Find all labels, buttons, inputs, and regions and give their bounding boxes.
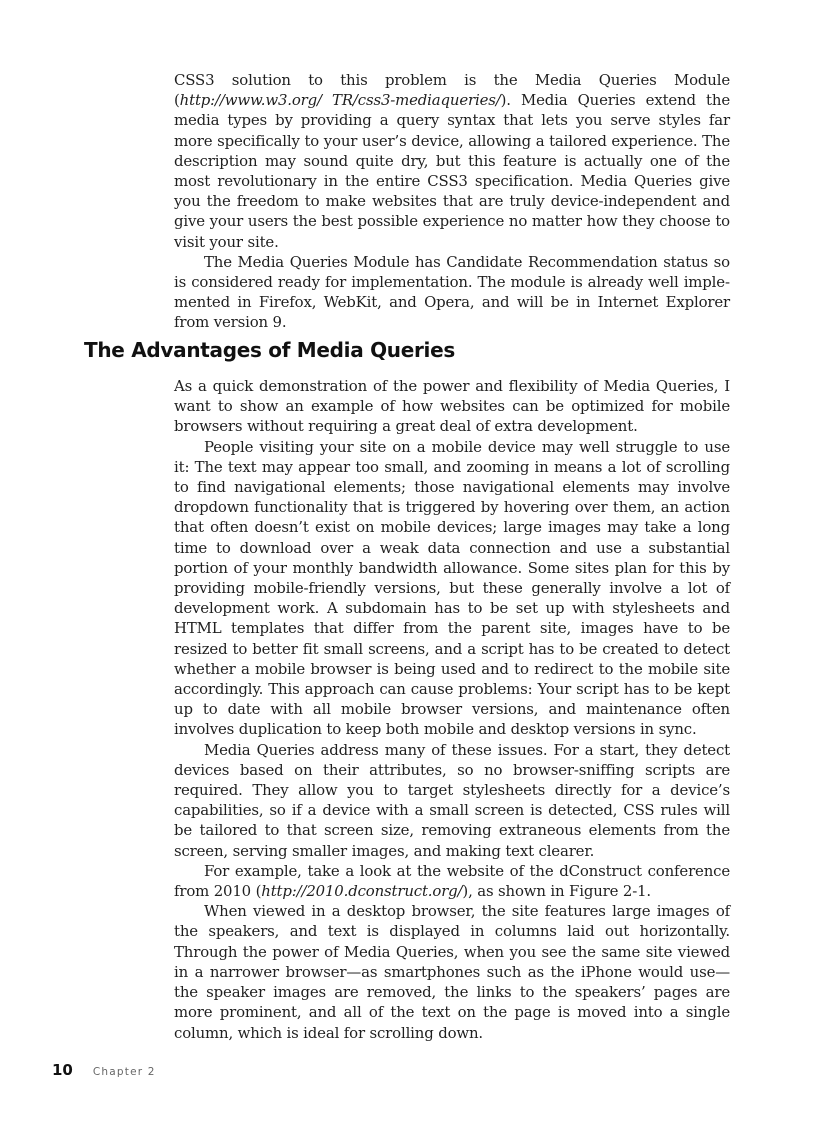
intro-paragraph-2: The Media Queries Module has Candidate Recommendation status so is considered ready for implementation. The module is already well implemented in Firefox, WebKit, and Opera, and will be in Internet Explorer from version 9. xyxy=(174,252,730,332)
section-paragraph-4-text-before: For example, take a look at the website of the dConstruct conference from 2010 ( xyxy=(174,861,730,901)
section-paragraph-1: As a quick demonstration of the power and flexibility of Media Queries, I want to show an example of how websites can be optimized for mobile browsers without requiring a great deal of extra development. xyxy=(174,377,730,436)
intro-paragraph-1 xyxy=(174,70,730,252)
intro-paragraph-1-text-before: CSS3 solution to this problem is the Media Queries Module ( xyxy=(174,71,730,110)
page-footer xyxy=(52,1061,156,1079)
intro-text-block xyxy=(174,70,730,333)
section-text-block xyxy=(174,376,730,1043)
dconstruct-url[interactable]: http://2010.dconstruct.org/ xyxy=(261,882,463,901)
section-paragraph-2: People visiting your site on a mobile device may well struggle to use it: The text may appear too small, and zooming in means a lot of scrolling to find navigational elements; those navigational elements may involve dropdown functionality that is triggered by hovering over them, an action that often doesn’t exist on mobile devices; large images may take a long time to download over a weak data connection and use a substantial portion of your monthly bandwidth allowance. Some sites plan for this by providing mobile-friendly versions, but these generally involve a lot of development work. A subdomain has to be set up with stylesheets and HTML templates that differ from the parent site, images have to be resized to better fit small screens, and a script has to be created to detect whether a mobile browser is being used and to redirect to the mobile site accordingly. This approach can cause problems: Your script has to be kept up to date with all mobile browser versions, and maintenance often involves duplication to keep both mobile and desktop versions in sync. xyxy=(174,437,730,739)
page-number: 10 xyxy=(52,1061,73,1079)
intro-paragraph-1-text-after: ). Media Queries extend the media types by providing a query syntax that lets you serve styles far more specifically to your user’s device, allowing a tailored experience. The description may sound quite dry, but this feature is actually one of the most revolutionary in the entire CSS3 specification. Media Queries give you the freedom to make websites that are truly device-independent and give your users the best possible experience no matter how they choose to visit your site. xyxy=(174,91,730,251)
section-paragraph-5: When viewed in a desktop browser, the site features large images of the speakers, and text is displayed in columns laid out horizontally. Through the power of Media Queries, when you see the same site viewed in a narrower browser—as smartphones such as the iPhone would use—the speaker images are removed, the links to the speakers’ pages are more prominent, and all of the text on the page is moved into a single column, which is ideal for scrolling down. xyxy=(174,902,730,1042)
section-heading: The Advantages of Media Queries xyxy=(84,338,455,362)
section-paragraph-4-text-after: ), as shown in Figure 2-1. xyxy=(462,882,651,901)
media-queries-spec-url[interactable]: http://www.w3.org/ TR/css3-mediaqueries/ xyxy=(179,91,501,110)
section-paragraph-4 xyxy=(174,861,730,901)
section-paragraph-3: Media Queries address many of these issues. For a start, they detect devices based on their attributes, so no browser-sniffing scripts are required. They allow you to target stylesheets directly for a device’s capabilities, so if a device with a small screen is detected, CSS rules will be tailored to that screen size, removing extraneous elements from the screen, serving smaller images, and making text clearer. xyxy=(174,740,730,860)
chapter-label: Chapter 2 xyxy=(92,1066,156,1078)
